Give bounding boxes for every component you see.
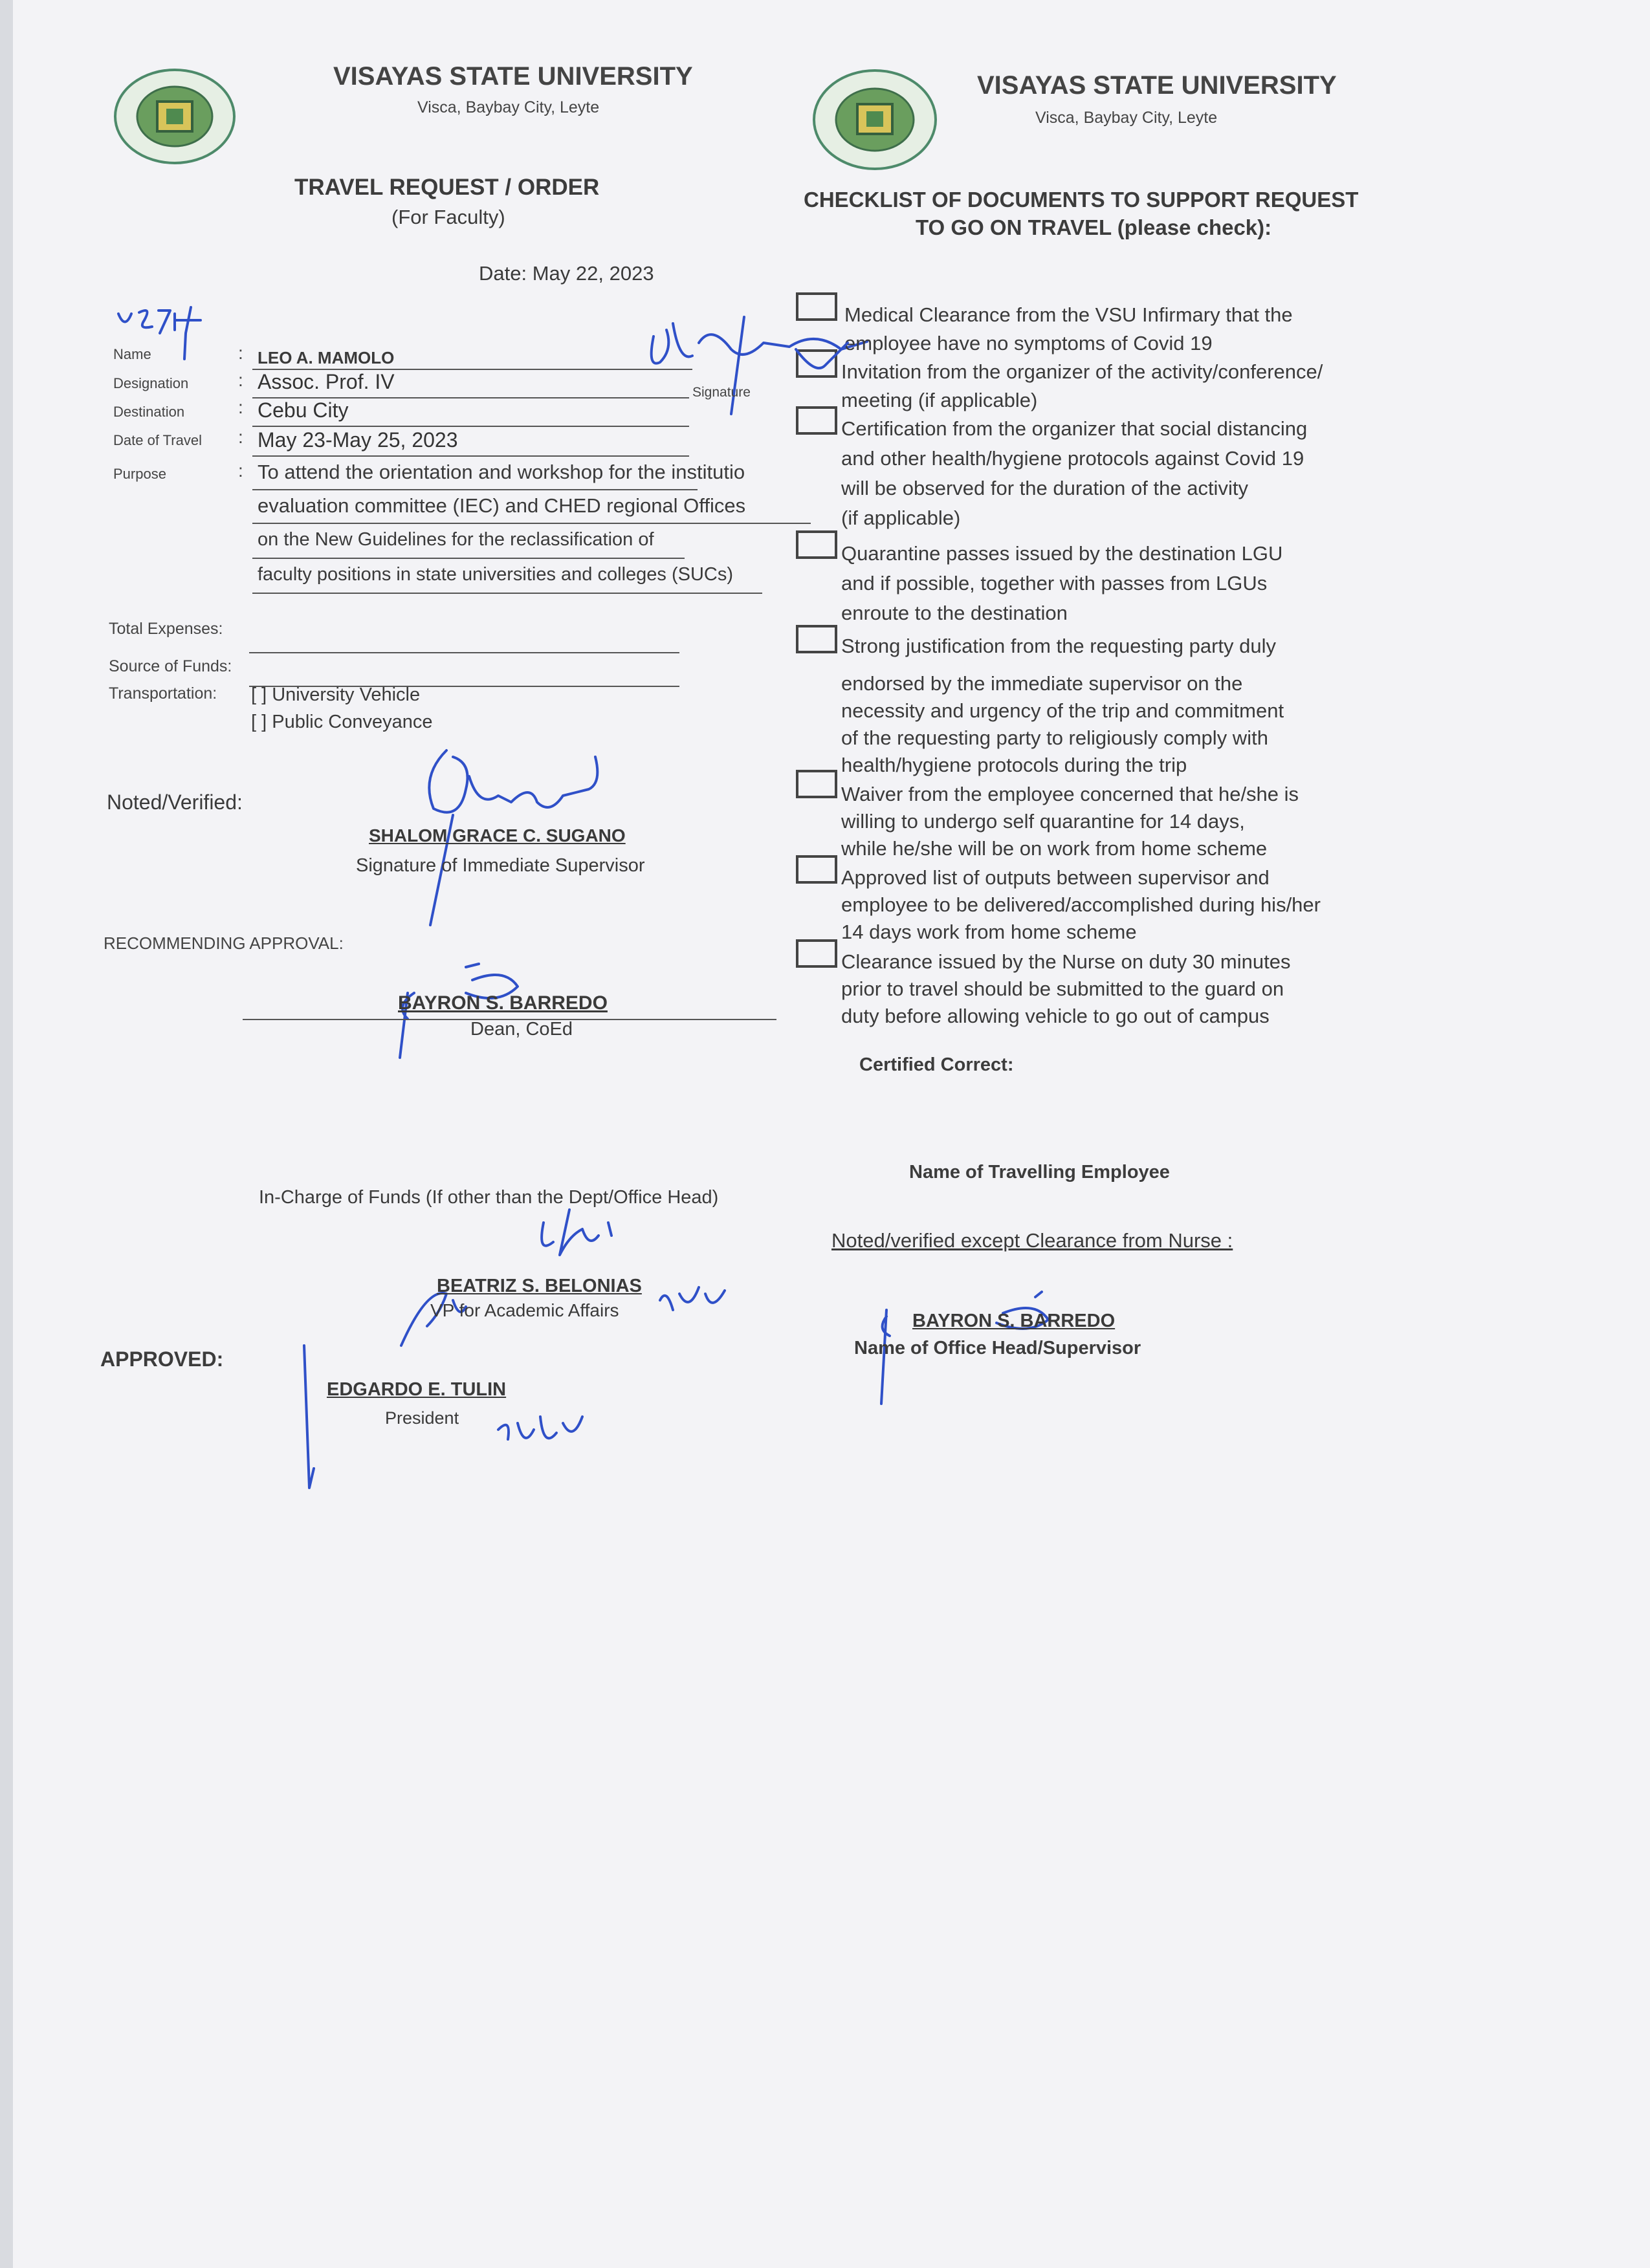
university-address-right: Visca, Baybay City, Leyte bbox=[1035, 109, 1218, 127]
checklist-item: Certification from the organizer that social distancing and other health/hygiene protocols against Covid 19 will be observed for the duration of the activity (if applicable) bbox=[841, 417, 1308, 529]
purpose-label: Purpose bbox=[113, 466, 166, 482]
office-head-name: BAYRON S. BARREDO bbox=[912, 1311, 1116, 1331]
checklist-item: Quarantine passes issued by the destination LGU and if possible, together with passes from LGUs enroute to the destination bbox=[841, 542, 1283, 624]
form-subtitle: (For Faculty) bbox=[391, 206, 505, 228]
travelling-employee-label: Name of Travelling Employee bbox=[909, 1162, 1170, 1183]
name-label: Name bbox=[113, 346, 151, 362]
checklist-checkbox[interactable] bbox=[796, 770, 837, 798]
president-title: President bbox=[385, 1408, 459, 1428]
university-seal-right bbox=[812, 68, 938, 171]
checklist-title-line1: CHECKLIST OF DOCUMENTS TO SUPPORT REQUEST bbox=[804, 188, 1359, 212]
form-date: Date: May 22, 2023 bbox=[479, 262, 654, 285]
purpose-line: on the New Guidelines for the reclassification of bbox=[252, 529, 685, 559]
university-name-right: VISAYAS STATE UNIVERSITY bbox=[977, 71, 1337, 100]
purpose-line: faculty positions in state universities and colleges (SUCs) bbox=[252, 564, 762, 594]
checklist-checkbox[interactable] bbox=[796, 292, 837, 321]
date-of-travel-value: May 23-May 25, 2023 bbox=[258, 428, 458, 452]
university-name-left: VISAYAS STATE UNIVERSITY bbox=[333, 62, 693, 91]
approved-label: APPROVED: bbox=[100, 1347, 224, 1371]
name-field[interactable] bbox=[252, 344, 692, 370]
dean-name: BAYRON S. BARREDO bbox=[398, 992, 608, 1014]
destination-label: Destination bbox=[113, 404, 185, 420]
checklist-checkbox[interactable] bbox=[796, 855, 837, 884]
transport-university-vehicle-option[interactable]: [ ] University Vehicle bbox=[251, 684, 421, 705]
purpose-field[interactable] bbox=[252, 461, 809, 594]
signature-label: Signature bbox=[692, 385, 751, 400]
checklist-item: Waiver from the employee concerned that he/she is willing to undergo self quarantine for 14 days, while he/she will be on work from home scheme bbox=[841, 783, 1299, 860]
checklist-item: Medical Clearance from the VSU Infirmary that the employee have no symptoms of Covid 19 bbox=[844, 303, 1293, 354]
certified-correct-label: Certified Correct: bbox=[859, 1054, 1014, 1075]
document-page: VISAYAS STATE UNIVERSITY Visca, Baybay City, Leyte TRAVEL REQUEST / ORDER (For Faculty) Date: May 22, 2023 Name : LEO A. MAMOLO Designation : Assoc. Prof. IV Destination : Cebu City Date of Travel : May 23-May 25, 2023 Purpose : To attend the orientation and workshop for the institutio evaluation committee (IEC) and CHED regional Offices on the New Guidelines for the reclassification of faculty positions in state universities and colleges (SUCs) Signature Total Expenses: Source of Funds: Transportation: [ ] University Vehicle [ ] Public Conveyance Noted/Verified: SHALOM GRACE C. SUGANO Signature of Immediate Supervisor RECOMMENDING APPROVAL: BAYRON S. BARREDO Dean, CoEd In-Charge of Funds (If other than the Dept/Office Head) BEATRIZ S. BELONIAS VP for Academic Affairs APPROVED: EDGARDO E. TULIN President VISAYAS STATE UNIVERSITY Visca, Baybay City, Leyte CHECKLIST OF DOCUMENTS TO SUPPORT REQUEST TO GO ON TRAVEL (please check): Medical Clearance from the VSU Infirmary that the employee have no symptoms of Covid 19 Invitation from the organizer of the activity/conference/ meeting (if applicable) Certification from the organizer that social distancing and other health/hygiene protocols against Covid 19 will be observed for the duration of the activity (if applicable) Quarantine passes issued by the destination LGU and if possible, together with passes from LGUs enroute to the destination Strong justification from the requesting party duly endorsed by the immediate supervisor on the necessity and urgency of the trip and commitment of the requesting party to religiously comply with health/hygiene protocols during the trip Waiver from the employee concerned that he/she is willing to undergo self quarantine for 14 days, while he/she will be on work from home scheme Approved list of outputs between supervisor and employee to be delivered/accomplished during his/her 14 days work from home scheme Clearance issued by the Nurse on duty 30 minutes prior to travel should be submitted to the guard on duty before allowing vehicle to go out of campus Certified Correct: Name of Travelling Employee Noted/verified except Clearance from Nurse : BAYRON S. BARREDO Name of Office Head/Supervisor bbox=[13, 0, 1650, 2268]
designation-label: Designation bbox=[113, 375, 189, 391]
name-value: LEO A. MAMOLO bbox=[258, 348, 395, 367]
designation-value: Assoc. Prof. IV bbox=[258, 370, 395, 393]
source-of-funds-label: Source of Funds: bbox=[109, 657, 232, 675]
purpose-line: evaluation committee (IEC) and CHED regional Offices bbox=[252, 494, 811, 524]
checklist-checkbox[interactable] bbox=[796, 939, 837, 968]
university-seal-left bbox=[113, 68, 236, 165]
transport-public-conveyance-option[interactable]: [ ] Public Conveyance bbox=[251, 712, 433, 732]
in-charge-of-funds-label: In-Charge of Funds (If other than the Dept/Office Head) bbox=[259, 1187, 719, 1208]
supervisor-name: SHALOM GRACE C. SUGANO bbox=[369, 825, 626, 845]
recommending-approval-label: RECOMMENDING APPROVAL: bbox=[104, 933, 344, 953]
president-name: EDGARDO E. TULIN bbox=[327, 1379, 507, 1400]
checklist-checkbox[interactable] bbox=[796, 625, 837, 653]
checkmark-icon bbox=[789, 336, 854, 395]
noted-except-nurse-label: Noted/verified except Clearance from Nurse : bbox=[831, 1229, 1233, 1252]
checklist-title-line2: TO GO ON TRAVEL (please check): bbox=[916, 215, 1272, 239]
form-title: TRAVEL REQUEST / ORDER bbox=[294, 175, 600, 200]
source-of-funds-field[interactable] bbox=[249, 661, 679, 687]
date-of-travel-field[interactable] bbox=[252, 427, 689, 457]
supervisor-title: Signature of Immediate Supervisor bbox=[356, 855, 645, 876]
date-of-travel-label: Date of Travel bbox=[113, 432, 202, 448]
checklist-checkbox[interactable] bbox=[796, 406, 837, 435]
checklist-item: Approved list of outputs between supervisor and employee to be delivered/accomplished during his/her 14 days work from home scheme bbox=[841, 866, 1321, 943]
vp-title: VP for Academic Affairs bbox=[430, 1300, 619, 1320]
transportation-label: Transportation: bbox=[109, 684, 217, 703]
destination-value: Cebu City bbox=[258, 398, 349, 422]
designation-field[interactable] bbox=[252, 369, 689, 398]
purpose-line: To attend the orientation and workshop for the institutio bbox=[252, 461, 698, 490]
total-expenses-label: Total Expenses: bbox=[109, 620, 223, 638]
dean-title: Dean, CoEd bbox=[470, 1019, 573, 1040]
vp-name: BEATRIZ S. BELONIAS bbox=[437, 1276, 642, 1296]
total-expenses-field[interactable] bbox=[249, 627, 679, 653]
checklist-item: Invitation from the organizer of the activity/conference/ meeting (if applicable) bbox=[841, 360, 1323, 411]
checklist-item: Clearance issued by the Nurse on duty 30 minutes prior to travel should be submitted to the guard on duty before allowing vehicle to go out of campus bbox=[841, 950, 1291, 1027]
university-address-left: Visca, Baybay City, Leyte bbox=[417, 98, 600, 116]
checklist-item: Strong justification from the requesting party duly endorsed by the immediate supervisor on the necessity and urgency of the trip and commitment of the requesting party to religiously comply with health/hygiene protocols during the trip bbox=[841, 635, 1284, 776]
destination-field[interactable] bbox=[252, 397, 689, 427]
noted-verified-label: Noted/Verified: bbox=[107, 791, 243, 814]
office-head-title: Name of Office Head/Supervisor bbox=[854, 1338, 1141, 1358]
checklist-checkbox[interactable] bbox=[796, 530, 837, 559]
